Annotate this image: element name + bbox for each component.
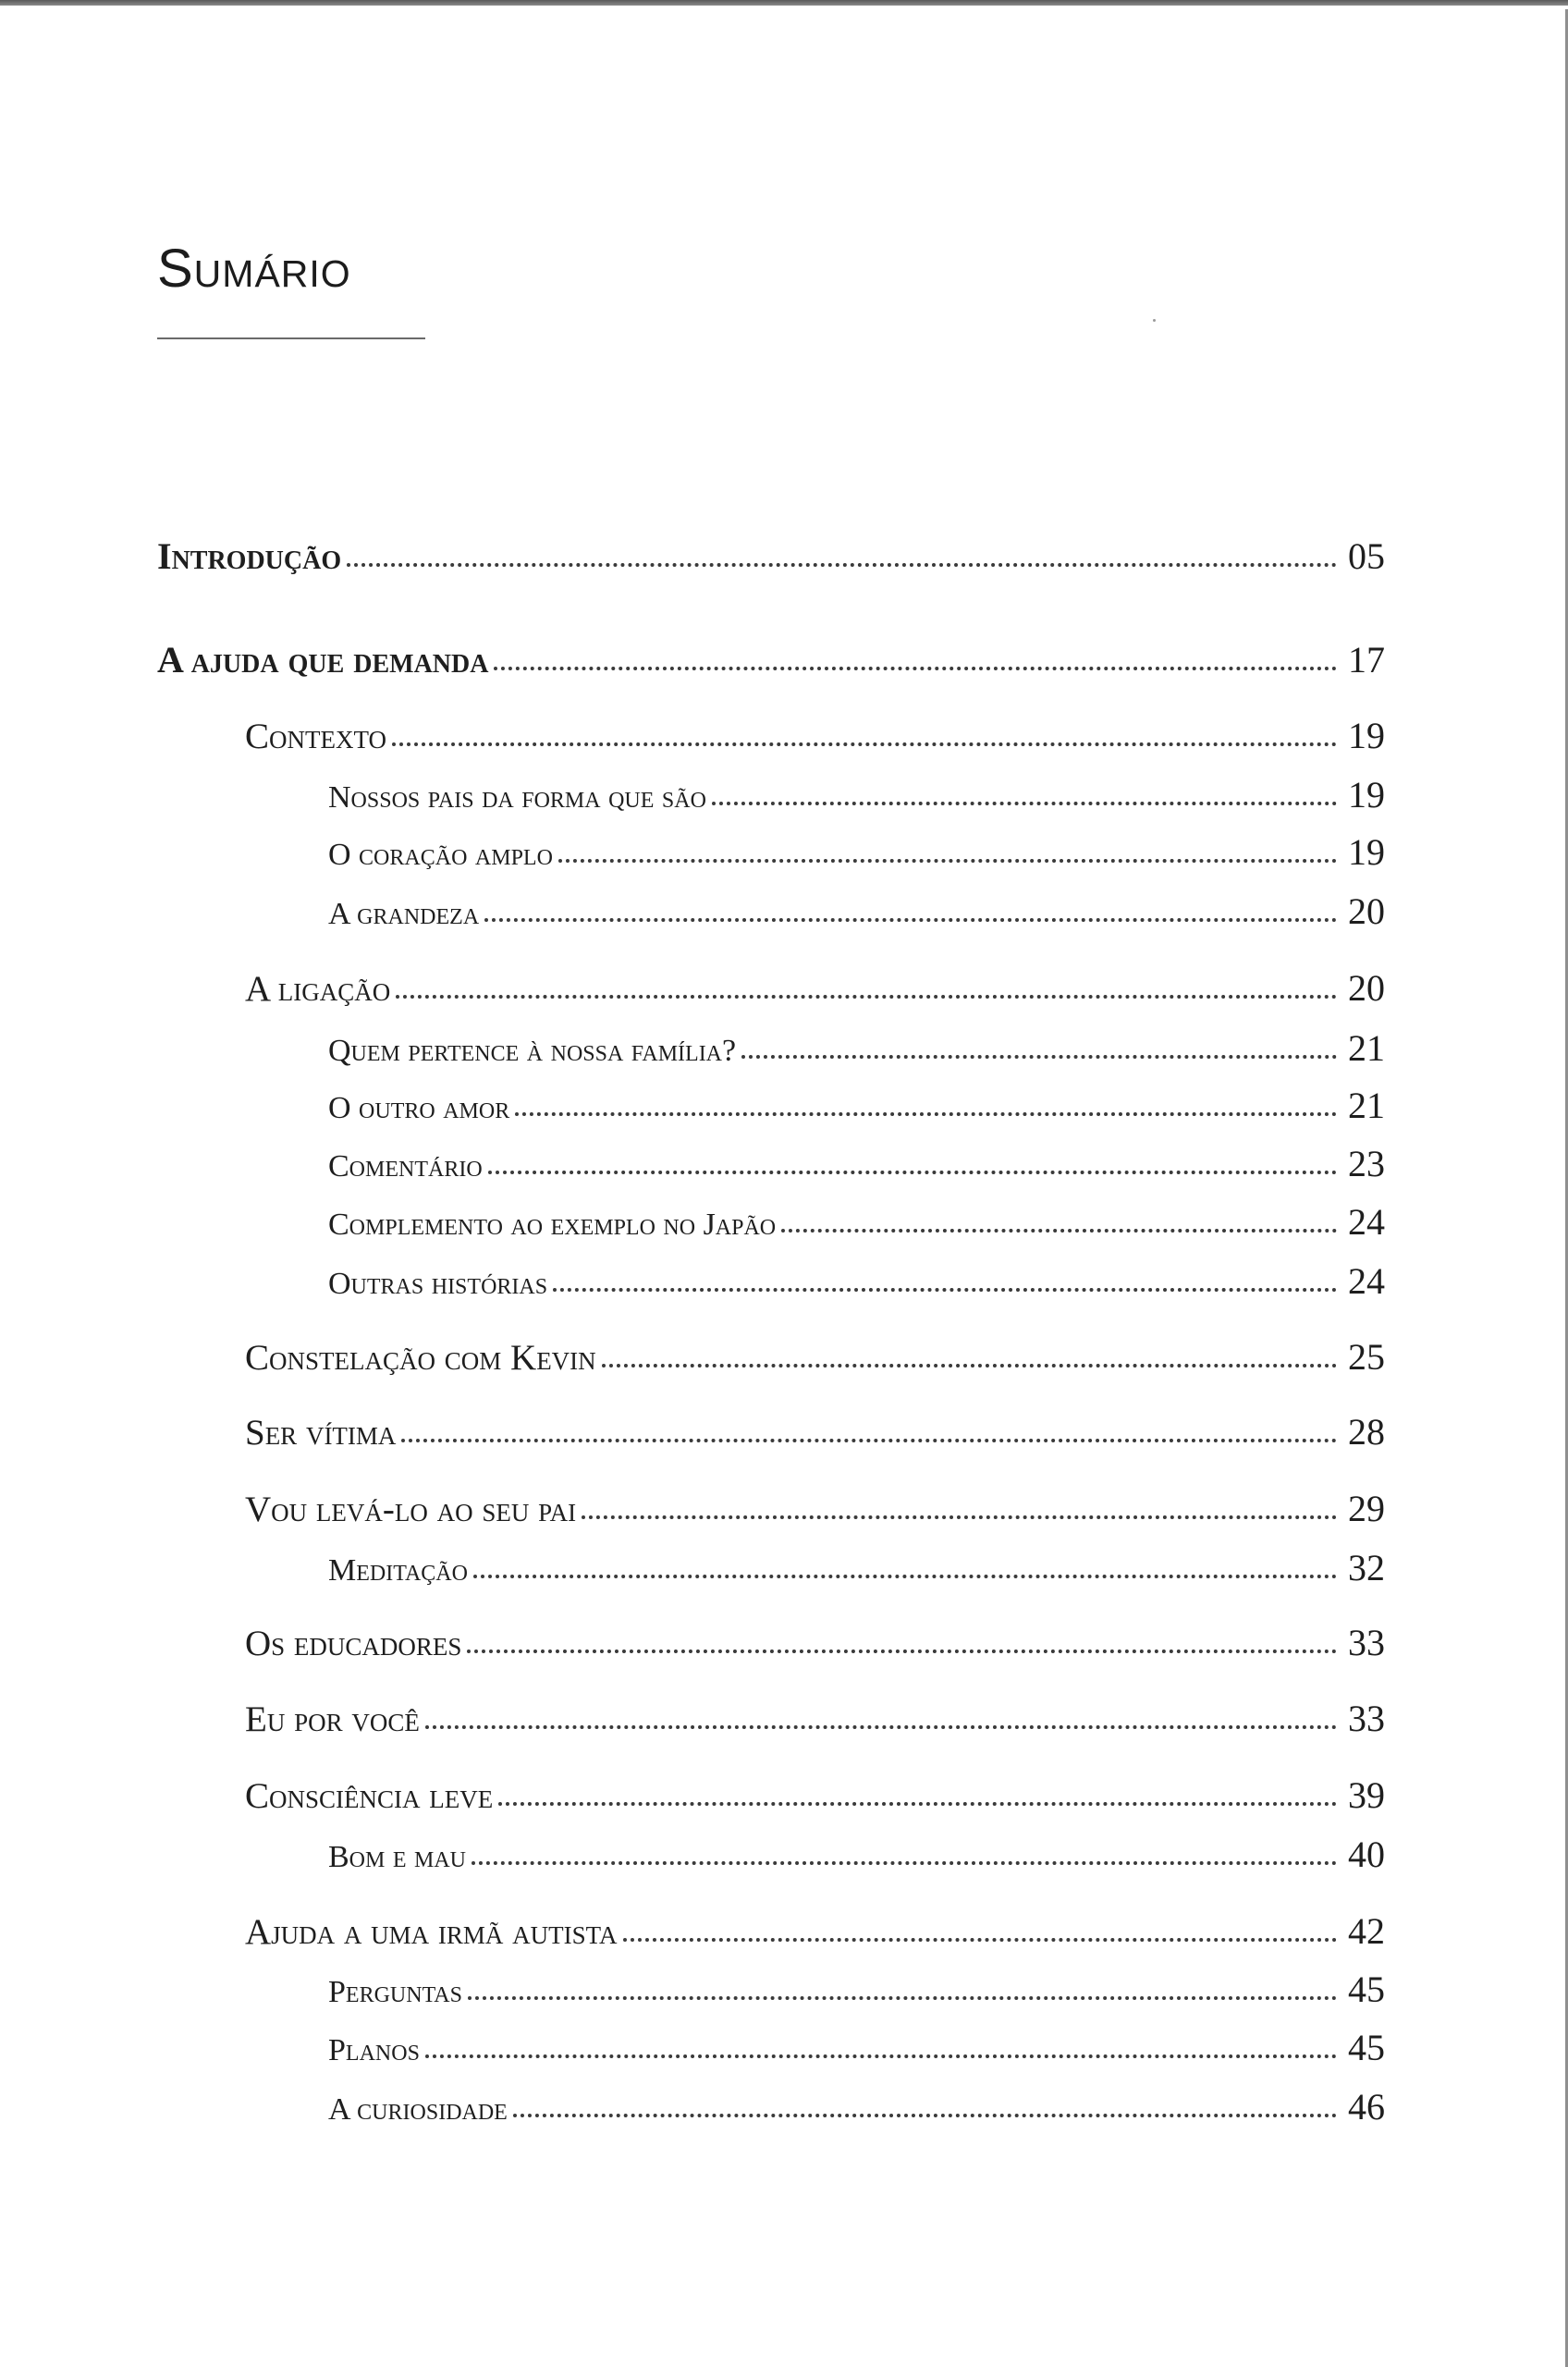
toc-entry-nossos-pais[interactable] [328,773,1385,816]
toc-entry-label: Ser vítima [245,1413,397,1453]
dot-leader [401,1439,1337,1442]
dot-leader [623,1938,1337,1942]
dot-leader [347,563,1337,567]
toc-page-number: 20 [1348,967,1385,1009]
toc-entry-label: Perguntas [328,1975,462,2009]
toc-entry-meditacao[interactable] [328,1546,1385,1589]
toc-entry-introducao[interactable] [157,534,1385,578]
toc-entry-label: Outras histórias [328,1267,548,1301]
toc-entry-o-coracao-amplo[interactable] [328,830,1385,874]
dot-leader [741,1055,1337,1059]
toc-entry-o-outro-amor[interactable] [328,1084,1385,1127]
toc-page-number: 19 [1348,831,1385,873]
toc-entry-comentario[interactable] [328,1142,1385,1185]
toc-page-number: 21 [1348,1027,1385,1069]
toc-entry-label: Meditação [328,1553,468,1588]
toc-entry-label: Consciência leve [245,1776,494,1816]
toc-entry-ser-vitima[interactable] [245,1410,1385,1453]
dot-leader [396,995,1337,999]
toc-page-number: 20 [1348,890,1385,932]
toc-page-number: 24 [1348,1201,1385,1243]
toc-entry-constelacao-kevin[interactable] [245,1335,1385,1379]
dot-leader [558,859,1337,863]
dot-leader [467,1650,1337,1653]
dot-leader [484,918,1337,922]
toc-entry-contexto[interactable] [245,714,1385,757]
toc-entry-quem-pertence[interactable] [328,1026,1385,1070]
toc-page-number: 32 [1348,1547,1385,1588]
toc-page-number: 33 [1348,1622,1385,1663]
toc-entry-label: Nossos pais da forma que são [328,780,706,815]
toc-page-number: 23 [1348,1143,1385,1184]
toc-entry-label: Eu por você [245,1699,420,1739]
dot-leader [468,1996,1337,2000]
toc-entry-perguntas[interactable] [328,1968,1385,2011]
toc-entry-label: Bom e mau [328,1840,467,1874]
page-title: Sumário [157,239,351,299]
dot-leader [473,1575,1337,1578]
dot-leader [425,1725,1337,1729]
toc-page-number: 05 [1348,535,1385,577]
toc-entry-label: Constelação com Kevin [245,1338,596,1378]
toc-entry-planos[interactable] [328,2026,1385,2069]
toc-page-number: 42 [1348,1910,1385,1952]
dot-leader [582,1515,1337,1519]
toc-entry-label: Comentário [328,1149,483,1184]
toc-page-number: 21 [1348,1085,1385,1126]
toc-page-number: 45 [1348,2027,1385,2068]
dot-leader [494,667,1337,670]
toc-entry-label: A ligação [245,969,391,1009]
toc-entry-label: Contexto [245,717,386,756]
toc-entry-label: O coração amplo [328,838,553,872]
toc-page-number: 45 [1348,1968,1385,2010]
dot-leader [781,1229,1337,1233]
toc-page-number: 25 [1348,1336,1385,1378]
toc-entry-label: Quem pertence à nossa família? [328,1034,737,1068]
toc-page-number: 19 [1348,715,1385,756]
dot-leader [712,802,1337,805]
toc-page-number: 39 [1348,1774,1385,1816]
dot-leader [513,2114,1337,2117]
toc-entry-label: Complemento ao exemplo no Japão [328,1208,777,1242]
dot-leader [553,1288,1337,1292]
toc-entry-a-ajuda-que-demanda[interactable] [157,638,1385,681]
toc-page-number: 17 [1348,639,1385,681]
toc-entry-label: Planos [328,2033,420,2067]
toc-entry-vou-leva-lo[interactable] [245,1487,1385,1530]
dot-leader [602,1364,1337,1367]
toc-page-number: 29 [1348,1488,1385,1529]
toc-entry-label: Introdução [157,535,342,577]
toc-page-number: 19 [1348,774,1385,816]
toc-page-number: 46 [1348,2086,1385,2128]
toc-page-number: 33 [1348,1698,1385,1739]
toc-entry-complemento-japao[interactable] [328,1200,1385,1244]
toc-entry-os-educadores[interactable] [245,1621,1385,1664]
toc-entry-a-curiosidade[interactable] [328,2085,1385,2128]
toc-entry-label: A ajuda que demanda [157,639,489,681]
dot-leader [498,1802,1337,1806]
dot-leader [425,2054,1337,2058]
dot-leader [515,1112,1337,1116]
toc-entry-label: A curiosidade [328,2092,508,2127]
toc-entry-a-grandeza[interactable] [328,889,1385,933]
toc-entry-label: A grandeza [328,897,480,931]
toc-page-number: 28 [1348,1411,1385,1453]
toc-entry-a-ligacao[interactable] [245,966,1385,1010]
toc-entry-label: O outro amor [328,1091,510,1125]
toc-entry-consciencia-leve[interactable] [245,1773,1385,1817]
toc-page-number: 24 [1348,1260,1385,1302]
dot-leader [392,742,1337,746]
toc-entry-ajuda-irma-autista[interactable] [245,1909,1385,1953]
dot-leader [488,1171,1337,1174]
toc-entry-label: Os educadores [245,1624,462,1663]
dot-leader [472,1861,1337,1865]
toc-entry-outras-historias[interactable] [328,1259,1385,1303]
toc-page-number: 40 [1348,1834,1385,1875]
toc-entry-label: Vou levá-lo ao seu pai [245,1490,577,1529]
toc-entry-label: Ajuda a uma irmã autista [245,1912,618,1952]
toc-entry-bom-e-mau[interactable] [328,1833,1385,1876]
toc-entry-eu-por-voce[interactable] [245,1697,1385,1740]
